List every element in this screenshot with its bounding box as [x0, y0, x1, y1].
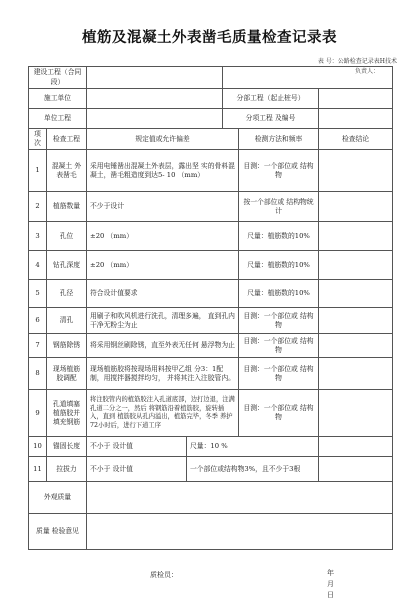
unit-value[interactable]	[87, 109, 223, 129]
header-row-project	[29, 67, 393, 89]
row-no: 9	[29, 390, 47, 437]
row-item: 拉拔力	[47, 457, 87, 482]
row-conclusion[interactable]	[319, 251, 393, 280]
row-item: 钻孔深度	[47, 251, 87, 280]
row-spec: ±20 （mm）	[87, 251, 239, 280]
row-conclusion[interactable]	[319, 308, 393, 334]
col-conclusion: 检查结论	[319, 129, 393, 150]
inspection-table	[28, 66, 393, 550]
row-no: 2	[29, 192, 47, 222]
row-spec: 现场植筋胶将按现场用料按甲乙组 分3：1配制，用搅拌器搅拌均匀， 并将其注入注胶管内。	[87, 358, 239, 390]
row-method: 按一个部位或 结构物统计	[239, 192, 319, 222]
form-number: 表 号：公路检查记录表H技术	[317, 58, 397, 65]
sub-project-label: 分部工程（起止桩号）	[223, 89, 319, 109]
header-row-contractor	[29, 89, 393, 109]
row-no: 7	[29, 334, 47, 358]
table-row	[29, 192, 393, 222]
month-label: 月	[327, 580, 334, 588]
row-spec: 不少于设计	[87, 192, 239, 222]
col-method: 检测方法和频率	[239, 129, 319, 150]
blank-cell	[223, 67, 393, 89]
row-no: 11	[29, 457, 47, 482]
row-conclusion[interactable]	[319, 280, 393, 308]
row-conclusion[interactable]	[319, 457, 393, 482]
row-no: 5	[29, 280, 47, 308]
unit-label: 单位工程	[29, 109, 87, 129]
sub-project-value[interactable]	[319, 89, 393, 109]
opinion-row	[29, 514, 393, 550]
appearance-label: 外观质量	[29, 482, 87, 514]
row-spec: 用刷子和吹风机进行洗孔，清理多遍， 直到孔内干净无粉尘为止	[87, 308, 239, 334]
table-row	[29, 308, 393, 334]
item-no-value[interactable]	[319, 109, 393, 129]
row-method: 目测：一个部位或 结构物	[239, 150, 319, 192]
table-row	[29, 334, 393, 358]
appearance-row	[29, 482, 393, 514]
row-method: 目测：一个部位或 结构物	[239, 334, 319, 358]
col-spec: 规定值或允许偏差	[87, 129, 239, 150]
appearance-value[interactable]	[87, 482, 393, 514]
row-no: 6	[29, 308, 47, 334]
row-item: 混凝土 外表凿毛	[47, 150, 87, 192]
row-item: 清孔	[47, 308, 87, 334]
row-conclusion[interactable]	[319, 222, 393, 251]
table-row	[29, 437, 393, 457]
row-item: 孔道填塞 植筋胶并 填充钢筋	[47, 390, 87, 437]
row-spec: 采用电锤凿出混凝土外表层，露出坚 实的骨料混凝土，凿毛粗造度到达5- 10 （mm）	[87, 150, 239, 192]
table-row	[29, 150, 393, 192]
row-item: 植筋数量	[47, 192, 87, 222]
row-spec: 将注胶管内的植筋胶注入孔道底部，边打边退，注满孔道二分之一，然后 将钢筋沿着植筋胶，旋转插入，直到 植筋胶从孔内溢出，植筋完毕，冬季 养护72小时后，进行下道工序	[87, 390, 239, 437]
table-row	[29, 251, 393, 280]
row-conclusion[interactable]	[319, 334, 393, 358]
row-item: 钢筋除锈	[47, 334, 87, 358]
row-method: 尺量：10 %	[187, 437, 319, 457]
day-label: 日	[327, 591, 334, 598]
row-method: 尺量：植筋数的10%	[239, 251, 319, 280]
row-no: 1	[29, 150, 47, 192]
table-row	[29, 358, 393, 390]
row-spec: 符合设计值要求	[87, 280, 239, 308]
row-conclusion[interactable]	[319, 192, 393, 222]
year-label: 年	[327, 569, 334, 577]
row-method: 尺量：植筋数的10%	[239, 280, 319, 308]
row-item: 现场植筋 胶调配	[47, 358, 87, 390]
row-no: 3	[29, 222, 47, 251]
header-row-unit	[29, 109, 393, 129]
row-method: 目测：一个部位或 结构物	[239, 390, 319, 437]
row-conclusion[interactable]	[319, 358, 393, 390]
row-item: 孔径	[47, 280, 87, 308]
contractor-label: 施工单位	[29, 89, 87, 109]
row-method: 一个部位或结构物3%，且不少于3根	[187, 457, 319, 482]
row-item: 锚固长度	[47, 437, 87, 457]
item-no-label: 分项工程 及编号	[223, 109, 319, 129]
row-spec: ±20 （mm）	[87, 222, 239, 251]
document-title: 植筋及混凝土外表凿毛质量检查记录表	[82, 29, 337, 46]
row-conclusion[interactable]	[319, 390, 393, 437]
row-no: 4	[29, 251, 47, 280]
row-spec: 不小于 设计值	[87, 457, 187, 482]
opinion-label: 质量 检验意见	[29, 514, 87, 550]
row-item: 孔位	[47, 222, 87, 251]
row-method: 目测：一个部位或 结构物	[239, 358, 319, 390]
contractor-value[interactable]	[87, 89, 223, 109]
table-row	[29, 280, 393, 308]
row-no: 10	[29, 437, 47, 457]
table-row	[29, 457, 393, 482]
date-field	[327, 568, 334, 598]
table-row	[29, 222, 393, 251]
project-value[interactable]	[87, 67, 223, 89]
row-conclusion[interactable]	[319, 150, 393, 192]
col-no: 项次	[29, 129, 47, 150]
row-spec: 将采用钢丝刷除锈，直至外表无任何 悬浮物为止	[87, 334, 239, 358]
project-label: 建设工程（合同段）	[29, 67, 87, 89]
opinion-value[interactable]	[87, 514, 393, 550]
row-method: 尺量：植筋数的10%	[239, 222, 319, 251]
table-row	[29, 390, 393, 437]
row-no: 8	[29, 358, 47, 390]
row-method: 目测：一个部位或 结构物	[239, 308, 319, 334]
row-spec: 不小于 设计值	[87, 437, 187, 457]
row-conclusion[interactable]	[319, 437, 393, 457]
column-header-row	[29, 129, 393, 150]
inspector-label: 质检员：	[150, 571, 178, 579]
responsible-person-label: 负责人：	[354, 68, 379, 75]
col-item: 检查工程	[47, 129, 87, 150]
